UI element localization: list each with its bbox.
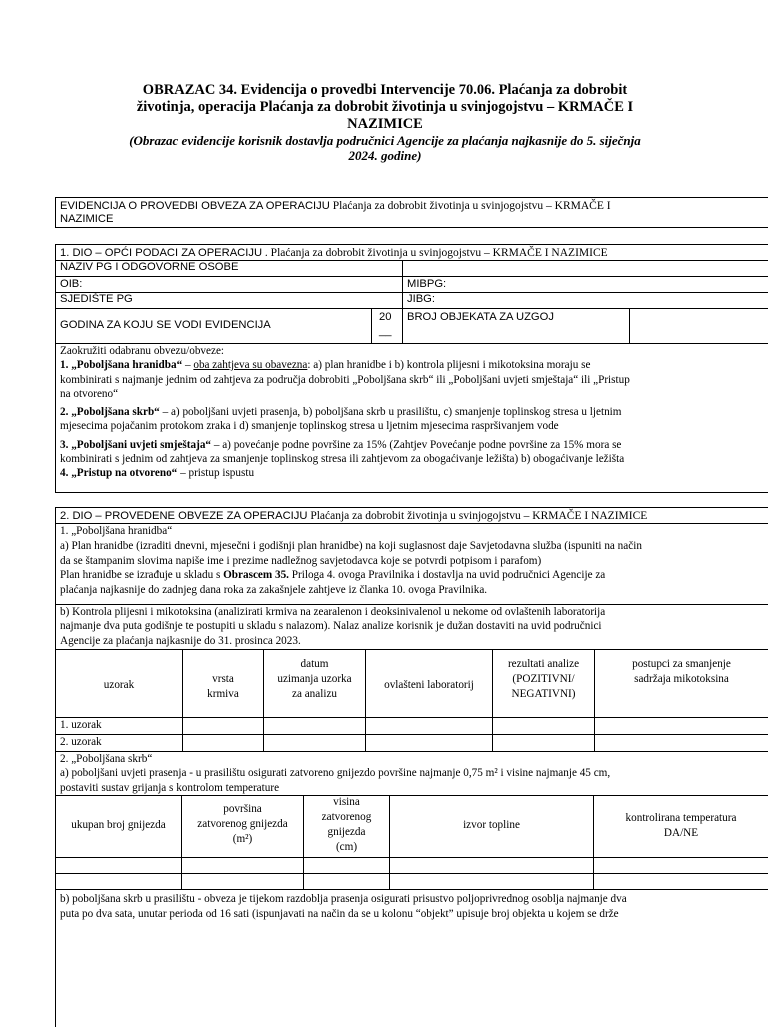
- part1-header: [56, 245, 768, 261]
- sample-row-label: 1. uzorak: [60, 719, 102, 731]
- col-temp-control-line-2: DA/NE: [663, 827, 699, 839]
- jibg-label: JIBG:: [407, 293, 435, 305]
- divider: [371, 308, 372, 343]
- part1-header-caps: 1. DIO – OPĆI PODACI ZA OPERACIJU: [60, 247, 263, 259]
- care-a-line-1: a) poboljšani uvjeti prasenja - u prasilištu osigurati zatvoreno gnijezdo površine najmanje 0,75 m² i visine najmanje 45 cm,: [60, 767, 611, 780]
- divider: [56, 276, 768, 277]
- option-2-line-2: mjesecima pojačanim protokom zraka i d) smanjenje toplinskog stresa u ljetnim mjesecima raspršivanjem vode: [60, 420, 559, 433]
- options-block: [56, 344, 768, 492]
- col-nest-area: [182, 802, 303, 850]
- col-nest-area-line-3: (m²): [232, 833, 253, 845]
- feeding-plan-line-1: a) Plan hranidbe (izraditi dnevni, mjesečni i godišnji plan hranidbe) na koji suglasnost daje Savjetodavna služba (ispuniti na način: [60, 539, 642, 552]
- col-nest-height: [304, 795, 389, 857]
- col-results: [493, 657, 594, 705]
- divider: [56, 889, 768, 890]
- subtitle-line-1: (Obrazac evidencije korisnik dostavlja područnici Agencije za plaćanja najkasnije do 5. siječnja: [129, 133, 641, 148]
- care-b-line-1: b) poboljšana skrb u prasilištu - obveza je tijekom razdoblja prasenja osigurati prisustvo poljoprivrednog osoblja najmanje dva: [60, 893, 627, 905]
- option-3-text: – a) povećanje podne površine za 15% (Zahtjev Povećanje podne površine za 15% mora se: [211, 438, 622, 451]
- year-input[interactable]: __: [379, 325, 392, 337]
- option-1-underline: oba zahtjeva su obavezna: [193, 359, 308, 372]
- evidence-text: Plaćanja za dobrobit životinja u svinjogojstvu – KRMAČE I: [329, 200, 611, 212]
- mycotoxin-block: [56, 605, 768, 649]
- feeding-plan-pre: Plan hranidbe se izrađuje u skladu s: [60, 569, 224, 582]
- subtitle-line-2: 2024. godine): [348, 148, 422, 163]
- year-label: GODINA ZA KOJU SE VODI EVIDENCIJA: [60, 319, 271, 331]
- option-1-text: : a) plan hranidbe i b) kontrola plijesni i mikotoksina moraju se: [307, 359, 591, 372]
- col-date-line-2: uzimanja uzorka: [277, 673, 352, 685]
- col-nest-height-line-3: gnijezda: [327, 826, 366, 838]
- feeding-plan-post: Priloga 4. ovoga Pravilnika i dostavlja na uvid područnici Agencije za: [288, 569, 606, 582]
- divider: [365, 649, 366, 751]
- part1-section: [55, 244, 768, 493]
- mycotoxin-line-2: najmanje dva puta godišnje te postupiti u skladu s nalazom). Nalaz analize korisnik je dužan dostaviti na uvid područnici: [60, 620, 602, 633]
- option-1-title: 1. „Poboljšana hranidba“: [60, 359, 183, 372]
- col-date: [264, 657, 365, 705]
- option-1-line-2: kombinirati s najmanje jednim od zahtjeva za područja dobrobiti „Poboljšana skrb“ ili „Poboljšani uvjeti smještaja“ ili „Pristup: [60, 373, 630, 386]
- option-1-line-3: na otvoreno“: [60, 387, 119, 400]
- mycotoxin-line-3: Agencije za plaćanja najkasnije do 31. prosinca 2023.: [60, 634, 301, 647]
- part1-header-text: . Plaćanja za dobrobit životinja u svinjogojstvu – KRMAČE I NAZIMICE: [262, 247, 608, 259]
- feeding-plan-line-4: plaćanja najkasnije do zadnjeg dana roka za zakašnjele zahtjeve iz članka 10. ovoga Pravilnika.: [60, 584, 488, 597]
- feeding-title: 1. „Poboljšana hranidba“: [60, 525, 173, 537]
- col-heat-source: izvor topline: [463, 819, 520, 831]
- option-3-title: 3. „Poboljšani uvjeti smještaja“: [60, 438, 212, 451]
- col-nest-height-line-1: visina: [333, 796, 360, 808]
- mycotoxin-line-1: b) Kontrola plijesni i mikotoksina (analizirati krmiva na zearalenon i deoksinivalenol u nekome od ovlaštenih laboratorija: [60, 606, 606, 618]
- option-4[interactable]: [60, 466, 764, 480]
- sample-row-label: 2. uzorak: [60, 736, 102, 748]
- option-1-dash: –: [182, 359, 194, 372]
- feeding-plan-line-3: [60, 568, 764, 583]
- title-line-3: NAZIMICE: [347, 116, 423, 132]
- divider: [56, 857, 768, 858]
- evidence-line-1: [60, 199, 764, 213]
- col-date-line-1: datum: [300, 658, 329, 670]
- care-b-block: [56, 892, 768, 924]
- mibpg-label: MIBPG:: [407, 278, 447, 290]
- col-feed-line-1: vrsta: [212, 673, 234, 685]
- col-nest-height-line-4: (cm): [335, 841, 358, 853]
- option-4-text: – pristup ispustu: [177, 467, 255, 480]
- objects-label: BROJ OBJEKATA ZA UZGOJ: [407, 311, 554, 323]
- option-2-text: – a) poboljšani uvjeti prasenja, b) poboljšana skrb u prasilištu, c) smanjenje toplinskog stresa u ljetnim: [159, 406, 622, 419]
- name-label: NAZIV PG I ODGOVORNE OSOBE: [60, 261, 239, 273]
- care-a-line-2: postaviti sustav grijanja s kontrolom temperature: [60, 781, 280, 794]
- col-procedures-line-1: postupci za smanjenje: [632, 658, 731, 670]
- care-b-line-2: puta po dva sata, unutar perioda od 16 sati (ispunjavati na način da se u kolonu “objekt” upisuje broj objekta u kojem se drže: [60, 908, 619, 920]
- form-35-ref: Obrascem 35.: [223, 569, 289, 582]
- col-total-nests: ukupan broj gnijezda: [71, 819, 166, 831]
- title-line-2: životinja, operacija Plaćanja za dobrobit životinja u svinjogojstvu – KRMAČE I: [136, 99, 634, 115]
- option-2[interactable]: [60, 405, 764, 419]
- feeding-block: [56, 524, 768, 604]
- divider: [389, 795, 390, 889]
- care-title: 2. „Poboljšana skrb“: [60, 753, 153, 765]
- col-nest-height-line-2: zatvorenog: [321, 811, 372, 823]
- sample-table: [56, 649, 768, 751]
- col-feed-line-2: krmiva: [207, 688, 239, 700]
- col-lab: ovlašteni laboratorij: [384, 679, 474, 691]
- objects-input[interactable]: [630, 309, 768, 343]
- col-results-line-3: NEGATIVNI): [511, 688, 576, 700]
- year-prefix: 20: [379, 311, 392, 323]
- col-procedures: [595, 657, 768, 691]
- divider: [56, 873, 768, 874]
- col-temp-control-line-1: kontrolirana temperatura: [625, 812, 737, 824]
- seat-label: SJEDIŠTE PG: [60, 293, 133, 305]
- evidence-box: [55, 197, 768, 228]
- part2-section: [55, 507, 768, 1027]
- col-date-line-3: za analizu: [291, 688, 338, 700]
- care-block: [56, 752, 768, 796]
- col-nest-area-line-1: površina: [223, 803, 262, 815]
- col-feed: [183, 672, 263, 706]
- option-2-title: 2. „Poboljšana skrb“: [60, 406, 160, 419]
- col-results-line-2: (POZITIVNI/: [512, 673, 575, 685]
- feeding-plan-line-2: da se štampanim slovima napiše ime i prezime nadležnog savjetodavca koje se potvrdi potpisom i parafom): [60, 554, 542, 567]
- option-1[interactable]: [60, 358, 764, 372]
- col-results-line-1: rezultati analize: [507, 658, 580, 670]
- evidence-caps: EVIDENCIJA O PROVEDBI OBVEZA ZA OPERACIJU: [60, 200, 330, 212]
- col-nest-area-line-2: zatvorenog gnijezda: [197, 818, 288, 830]
- option-3-line-2: kombinirati s jednim od zahtjeva za smanjenje toplinskog stresa ili zahtjevom za obogaćivanje ležišta) b) obogaćivanje ležišta: [60, 453, 625, 466]
- part2-header-caps: 2. DIO – PROVEDENE OBVEZE ZA OPERACIJU: [60, 510, 308, 522]
- oib-label: OIB:: [60, 278, 83, 290]
- part2-header-text: Plaćanja za dobrobit životinja u svinjogojstvu – KRMAČE I NAZIMICE: [307, 510, 648, 522]
- circle-intro: Zaokružiti odabranu obvezu/obveze:: [60, 345, 225, 357]
- col-temp-control: [594, 811, 768, 845]
- option-3[interactable]: [60, 438, 764, 452]
- title-line-1: OBRAZAC 34. Evidencija o provedbi Intervencije 70.06. Plaćanja za dobrobit: [142, 82, 628, 98]
- col-procedures-line-2: sadržaja mikotoksina: [634, 673, 729, 685]
- evidence-line-2: NAZIMICE: [60, 213, 114, 225]
- col-sample: uzorak: [103, 679, 135, 691]
- nest-table: [56, 795, 768, 889]
- document-title: [95, 82, 675, 163]
- option-4-title: 4. „Pristup na otvoreno“: [60, 467, 178, 480]
- part2-header: [56, 508, 768, 523]
